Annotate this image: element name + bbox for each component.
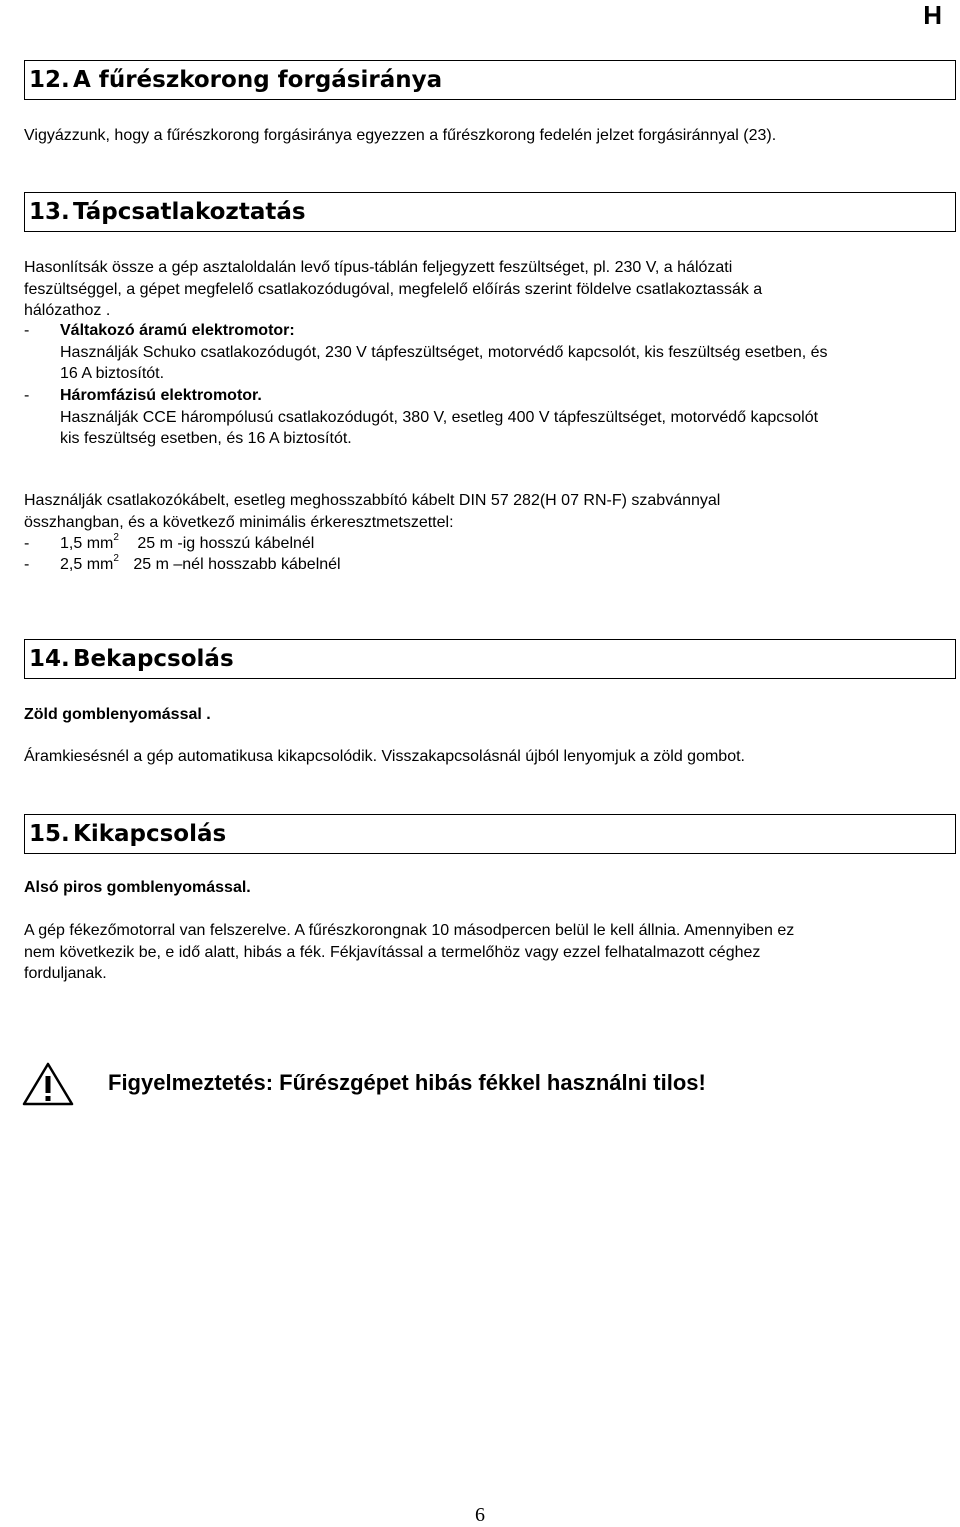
- intro-line-2: feszültséggel, a gépet megfelelő csatlakozódugóval, megfelelő előírás szerint földelve csatlakoztassák a: [24, 280, 763, 298]
- warning-text: Figyelmeztetés: Fűrészgépet hibás fékkel használni tilos!: [108, 1070, 706, 1095]
- three-phase-line-2: kis feszültség esetben, és 16 A biztosítót.: [60, 430, 352, 447]
- three-phase-title: Háromfázisú elektromotor.: [60, 387, 262, 404]
- cable-line-1: Használják csatlakozókábelt, esetleg meghosszabbító kábelt DIN 57 282(H 07 RN-F) szabvánnyal: [24, 492, 721, 509]
- cable-item-2: [60, 554, 341, 576]
- language-marker: H: [923, 0, 942, 30]
- cable-item-2-sup: 2: [113, 553, 119, 564]
- cable-item-1-dash: -: [24, 535, 30, 552]
- section-13-number: 13.: [29, 199, 70, 225]
- cable-line-2: összhangban, és a következő minimális érkeresztmetszettel:: [24, 513, 454, 531]
- section-15-text: [24, 920, 949, 985]
- cable-item-1-desc: 25 m -ig hosszú kábelnél: [137, 535, 315, 552]
- page-number: 6: [475, 1504, 485, 1526]
- ac-motor-line-1: Használják Schuko csatlakozódugót, 230 V tápfeszültséget, motorvédő kapcsolót, kis feszültség esetben, és: [60, 343, 828, 361]
- ac-dash: -: [24, 322, 30, 339]
- cable-item-1-size: 1,5 mm: [60, 535, 114, 552]
- section-15-bold: Alsó piros gomblenyomással.: [24, 879, 251, 896]
- ac-motor-line-2: 16 A biztosítót.: [60, 365, 165, 382]
- section-13-heading: [24, 192, 956, 232]
- ac-motor-block: [60, 320, 950, 385]
- cable-paragraph: [24, 490, 949, 533]
- section-12-heading: [24, 60, 956, 100]
- section-12-number: 12.: [29, 67, 70, 93]
- section-15-number: 15.: [29, 821, 70, 847]
- intro-line-1: Hasonlítsák össze a gép asztaloldalán levő típus-táblán feljegyzett feszültséget, pl. 230 V, a hálózati: [24, 259, 733, 276]
- three-phase-block: [60, 385, 950, 450]
- section-15-line-3: forduljanak.: [24, 965, 107, 982]
- three-phase-dash: -: [24, 387, 30, 404]
- cable-item-1-sup: 2: [113, 532, 119, 543]
- section-13-intro: [24, 257, 949, 322]
- cable-item-2-desc: 25 m –nél hosszabb kábelnél: [133, 556, 341, 573]
- section-12-title: A fűrészkorong forgásiránya: [73, 67, 443, 93]
- cable-item-2-size: 2,5 mm: [60, 556, 114, 573]
- section-14-text: Áramkiesésnél a gép automatikusa kikapcsolódik. Visszakapcsolásnál újból lenyomjuk a zöld gombot.: [24, 748, 745, 765]
- warning-triangle-icon: [22, 1062, 74, 1106]
- section-14-title: Bekapcsolás: [73, 646, 234, 672]
- intro-line-3: hálózathoz .: [24, 302, 111, 319]
- section-14-bold: Zöld gomblenyomással .: [24, 706, 211, 723]
- section-15-heading: [24, 814, 956, 854]
- section-15-title: Kikapcsolás: [73, 821, 227, 847]
- ac-motor-title: Váltakozó áramú elektromotor:: [60, 322, 295, 339]
- three-phase-line-1: Használják CCE hárompólusú csatlakozódugót, 380 V, esetleg 400 V tápfeszültséget, motorvédő kapcsolót: [60, 408, 819, 426]
- section-13-title: Tápcsatlakoztatás: [73, 199, 306, 225]
- section-14-number: 14.: [29, 646, 70, 672]
- section-14-heading: [24, 639, 956, 679]
- cable-item-2-dash: -: [24, 556, 30, 573]
- section-12-text: Vigyázzunk, hogy a fűrészkorong forgásiránya egyezzen a fűrészkorong fedelén jelzet forgásiránnyal (23).: [24, 127, 777, 144]
- section-15-line-2: nem következik be, e idő alatt, hibás a fék. Fékjavítással a termelőhöz vagy ezzel felhatalmazott céghez: [24, 943, 761, 961]
- section-15-line-1: A gép fékezőmotorral van felszerelve. A fűrészkorongnak 10 másodpercen belül le kell állnia. Amennyiben ez: [24, 922, 795, 939]
- cable-item-1: [60, 533, 314, 555]
